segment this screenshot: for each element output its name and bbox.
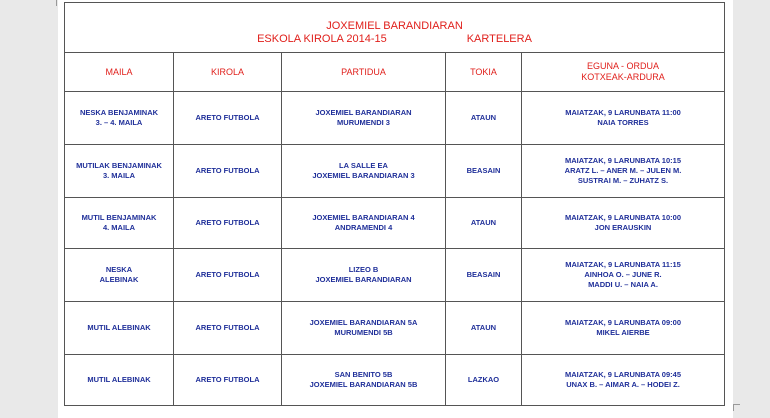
cell-eguna-line: SUSTRAI M. – ZUHATZ S. xyxy=(577,176,669,185)
table-row xyxy=(65,92,725,145)
title-line-2-right: KARTELERA xyxy=(466,32,532,45)
cell-partidua-line: MURUMENDI 3 xyxy=(337,118,390,127)
cell-eguna-line: ARATZ L. – ANER M. – JULEN M. xyxy=(564,166,682,175)
cell-eguna-line: MIKEL AIERBE xyxy=(596,328,650,337)
table-row xyxy=(65,145,725,198)
cell-tokia: ATAUN xyxy=(446,92,522,145)
document-title xyxy=(65,3,725,53)
cell-partidua xyxy=(282,92,446,145)
cell-maila-line: NESKA BENJAMINAK xyxy=(79,108,159,117)
cell-eguna-line: MAIATZAK, 9 LARUNBATA 09:45 xyxy=(565,370,681,379)
cell-kirola: ARETO FUTBOLA xyxy=(174,92,282,145)
cell-eguna-line: MAIATZAK, 9 LARUNBATA 09:00 xyxy=(565,318,681,327)
cell-maila-line: ALEBINAK xyxy=(99,275,139,284)
cell-maila-line: 4. MAILA xyxy=(102,223,136,232)
cell-eguna xyxy=(522,302,725,355)
cell-partidua xyxy=(282,302,446,355)
cell-eguna xyxy=(522,145,725,198)
cell-maila-line: 3. – 4. MAILA xyxy=(95,118,143,127)
cell-kirola: ARETO FUTBOLA xyxy=(174,249,282,302)
cell-maila xyxy=(65,302,174,355)
cell-kirola: ARETO FUTBOLA xyxy=(174,145,282,198)
cell-eguna-line: NAIA TORRES xyxy=(597,118,649,127)
cell-eguna xyxy=(522,198,725,249)
cell-tokia: BEASAIN xyxy=(446,249,522,302)
cell-partidua-line: JOXEMIEL BARANDIARAN 4 xyxy=(312,213,415,222)
table-row xyxy=(65,355,725,406)
cell-eguna-line: UNAX B. – AIMAR A. – HODEI Z. xyxy=(566,380,680,389)
cell-partidua-line: MURUMENDI 5B xyxy=(334,328,393,337)
cell-maila-line: 3. MAILA xyxy=(102,171,136,180)
cell-maila xyxy=(65,145,174,198)
cell-partidua-line: ANDRAMENDI 4 xyxy=(334,223,393,232)
cell-maila-line: MUTIL ALEBINAK xyxy=(87,375,151,384)
cell-kirola: ARETO FUTBOLA xyxy=(174,355,282,406)
schedule-table xyxy=(64,2,725,406)
cell-partidua xyxy=(282,355,446,406)
header-eguna-line-1: EGUNA - ORDUA xyxy=(587,61,660,71)
cell-eguna-line: MADDI U. – NAIA A. xyxy=(588,280,658,289)
cell-tokia: BEASAIN xyxy=(446,145,522,198)
title-line-2-left: ESKOLA KIROLA 2014-15 xyxy=(257,32,387,45)
cell-partidua-line: LIZEO B xyxy=(348,265,379,274)
page-corner-mark xyxy=(50,0,57,6)
cell-partidua-line: JOXEMIEL BARANDIARAN 5B xyxy=(309,380,418,389)
cell-partidua-line: JOXEMIEL BARANDIARAN xyxy=(315,108,412,117)
cell-eguna-line: MAIATZAK, 9 LARUNBATA 11:00 xyxy=(565,108,681,117)
cell-eguna-line: JON ERAUSKIN xyxy=(594,223,652,232)
cell-partidua-line: JOXEMIEL BARANDIARAN xyxy=(315,275,412,284)
table-row xyxy=(65,249,725,302)
cell-eguna xyxy=(522,92,725,145)
header-eguna-line-2: KOTXEAK-ARDURA xyxy=(581,72,665,82)
cell-eguna xyxy=(522,249,725,302)
cell-maila xyxy=(65,198,174,249)
cell-maila xyxy=(65,355,174,406)
cell-partidua-line: JOXEMIEL BARANDIARAN 5A xyxy=(309,318,418,327)
cell-partidua-line: JOXEMIEL BARANDIARAN 3 xyxy=(312,171,415,180)
cell-maila-line: MUTIL ALEBINAK xyxy=(87,323,151,332)
cell-eguna xyxy=(522,355,725,406)
header-tokia: TOKIA xyxy=(446,53,522,92)
header-kirola: KIROLA xyxy=(174,53,282,92)
page-corner-mark xyxy=(733,404,740,411)
cell-maila-line: NESKA xyxy=(105,265,133,274)
cell-tokia: LAZKAO xyxy=(446,355,522,406)
cell-tokia: ATAUN xyxy=(446,302,522,355)
cell-partidua xyxy=(282,249,446,302)
title-line-1: JOXEMIEL BARANDIARAN xyxy=(326,19,463,32)
cell-partidua-line: LA SALLE EA xyxy=(339,161,388,170)
cell-maila xyxy=(65,92,174,145)
cell-partidua xyxy=(282,145,446,198)
cell-maila-line: MUTILAK BENJAMINAK xyxy=(76,161,162,170)
cell-eguna-line: MAIATZAK, 9 LARUNBATA 10:15 xyxy=(565,156,681,165)
cell-kirola: ARETO FUTBOLA xyxy=(174,198,282,249)
table-row xyxy=(65,302,725,355)
cell-partidua xyxy=(282,198,446,249)
header-eguna xyxy=(522,53,725,92)
cell-tokia: ATAUN xyxy=(446,198,522,249)
cell-eguna-line: MAIATZAK, 9 LARUNBATA 11:15 xyxy=(565,260,681,269)
cell-maila-line: MUTIL BENJAMINAK xyxy=(81,213,157,222)
table-row xyxy=(65,198,725,249)
cell-eguna-line: AINHOA O. – JUNE R. xyxy=(584,270,662,279)
cell-maila xyxy=(65,249,174,302)
cell-kirola: ARETO FUTBOLA xyxy=(174,302,282,355)
header-partidua: PARTIDUA xyxy=(282,53,446,92)
cell-partidua-line: SAN BENITO 5B xyxy=(334,370,393,379)
header-maila: MAILA xyxy=(65,53,174,92)
cell-eguna-line: MAIATZAK, 9 LARUNBATA 10:00 xyxy=(565,213,681,222)
